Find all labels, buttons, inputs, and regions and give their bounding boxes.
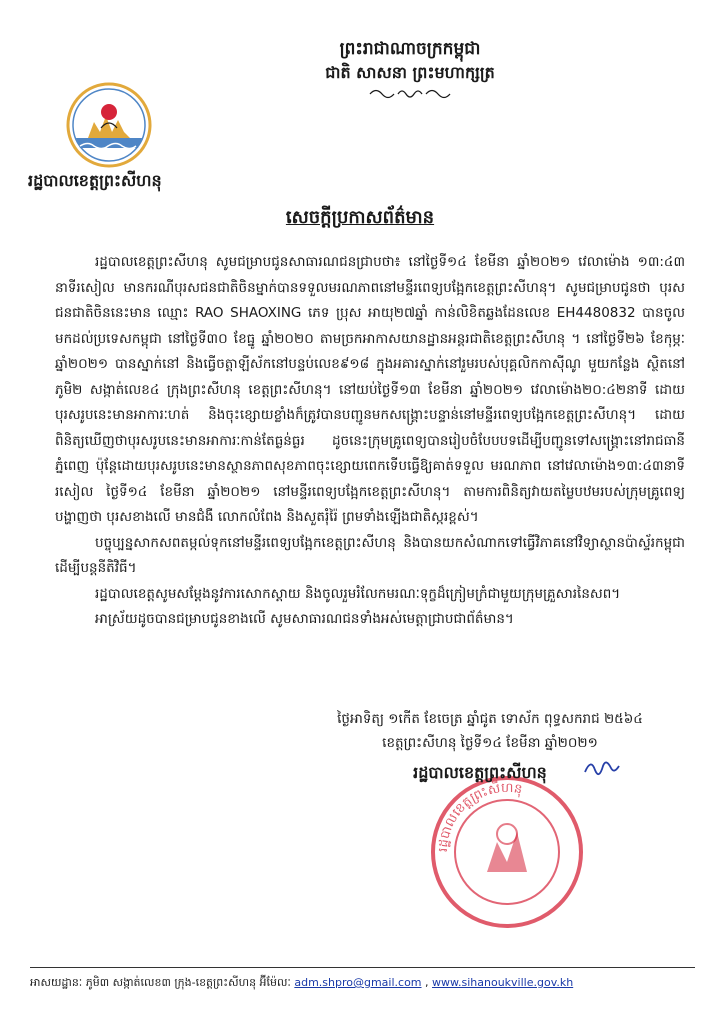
footer-separator: , [425, 976, 429, 989]
body-paragraph-1: រដ្ឋបាលខេត្តព្រះសីហនុ សូមជម្រាបជូនសាធារណជនជ្រាបថា៖ នៅថ្ងៃទី១៤ ខែមីនា ឆ្នាំ២០២១ វេលាម៉ោង ១៣:៤៣ នាទីរសៀល មានករណីបុរសជនជាតិចិនម្នាក់បានទទួលមរណភាពនៅមន្ទីរពេទ្យបង្អែកខេត្តព្រះសីហនុ។ សូមជម្រាបជូនថា បុរសជនជាតិចិននេះមាន ឈ្មោះ RAO SHAOXING ភេទ ប្រុស អាយុ២៧ឆ្នាំ កាន់លិខិតឆ្លងដែនលេខ EH4480832 បានចូលមកដល់ប្រទេសកម្ពុជា នៅថ្ងៃទី៣០ ខែធ្នូ ឆ្នាំ២០២០ តាមច្រកអាកាសយានដ្ឋានអន្តរជាតិខេត្តព្រះសីហនុ ។ នៅថ្ងៃទី២៦ ខែកុម្ភៈ ឆ្នាំ២០២១ បានស្នាក់នៅ និងធ្វើចត្តាឡីស័កនៅបន្ទប់លេខ៩១៨ ក្នុងអគារស្នាក់នៅរួមរបស់បុគ្គលិកកាស៊ីណូ មួយកន្លែង ស្ថិតនៅភូមិ២ សង្កាត់លេខ៤ ក្រុងព្រះសីហនុ ខេត្តព្រះសីហនុ។ នៅយប់ថ្ងៃទី១៣ ខែមីនា ឆ្នាំ២០២១ វេលាម៉ោង២០:៤២នាទី ដោយបុរសរូបនេះមានអាការៈហត់ និងចុះខ្សោយខ្លាំងក៏ត្រូវបានបញ្ជូនមកសង្គ្រោះបន្ទាន់នៅមន្ទីរពេទ្យបង្អែកខេត្តព្រះសីហនុ។ ដោយពិនិត្យឃើញថាបុរសរូបនេះមានអាការៈកាន់តែធ្ងន់ធ្ងរ ដូចនេះក្រុមគ្រូពេទ្យបានរៀបចំបែបបទដើម្បីបញ្ជូនទៅសង្គ្រោះនៅរាជធានីភ្នំពេញ ប៉ុន្តែដោយបុរសរូបនេះមានស្ថានភាពសុខភាពចុះខ្សោយពេកទើបធ្វើឱ្យគាត់ទទួល មរណភាព នៅវេលាម៉ោង១៣:៤៣នាទីរសៀល ថ្ងៃទី១៤ ខែមីនា ឆ្នាំ២០២១ នៅមន្ទីរពេទ្យបង្អែកខេត្តព្រះសីហនុ។ តាមការពិនិត្យវាយតម្លៃបឋមរបស់ក្រុមគ្រូពេទ្យបង្ហាញថា បុរសខាងលើ មានជំងឺ លោកលំពែង និងសួតរុំរ៉ៃ ព្រមទាំងឡើងជាតិស្ករខ្ពស់។ [55, 254, 685, 525]
lunar-date: ថ្ងៃអាទិត្យ ១កើត ខែចេត្រ ឆ្នាំជូត ទោស័ក ពុទ្ធសករាជ ២៥៦៤ [337, 711, 643, 727]
signature-mark [582, 754, 622, 778]
document-body [55, 250, 685, 633]
body-paragraph-2: បច្ចុប្បន្នសាកសពតម្កល់ទុកនៅមន្ទីរពេទ្យបង្អែកខេត្តព្រះសីហនុ និងបានយកសំណាកទៅធ្វើវិភាគនៅវិទ្យាស្ថានប៉ាស្ទ័រកម្ពុជា ដើម្បីបន្តនីតិវិធី។ [55, 534, 685, 576]
solar-date: ខេត្តព្រះសីហនុ ថ្ងៃទី១៤ ខែមីនា ឆ្នាំ២០២១ [382, 735, 598, 751]
issuing-authority: រដ្ឋបាលខេត្តព្រះសីហនុ [28, 171, 162, 190]
body-paragraph-4: អាស្រ័យដូចបានជម្រាបជូនខាងលើ សូមសាធារណជនទាំងអស់មេត្តាជ្រាបជាព័ត៌មាន។ [95, 611, 514, 627]
footer-contact [30, 975, 700, 991]
header-ornament [330, 86, 490, 107]
official-seal [427, 772, 587, 932]
nation-motto: ជាតិ សាសនា ព្រះមហាក្សត្រ [325, 63, 495, 82]
email-link[interactable]: adm.shpro@gmail.com [294, 976, 422, 989]
body-paragraph-3: រដ្ឋបាលខេត្តសូមសម្តែងនូវការសោកស្តាយ និងចូលរួមរំលែកមរណៈទុក្ខដ៏ក្រៀមក្រំជាមួយក្រុមគ្រួសារនៃសព។ [95, 585, 621, 602]
footer-address: អាសយដ្ឋានៈ ភូមិ៣ សង្កាត់លេខ៣ ក្រុង-ខេត្តព្រះសីហនុ អ៊ីម៉ែលៈ [30, 976, 291, 989]
svg-text:រដ្ឋបាលខេត្តព្រះសីហនុ [436, 779, 523, 852]
kingdom-heading: ព្រះរាជាណាចក្រកម្ពុជា [339, 39, 481, 59]
ornament-icon [360, 86, 460, 102]
document-title: សេចក្តីប្រកាសព័ត៌មាន [285, 207, 435, 228]
provincial-emblem-logo [66, 82, 152, 168]
date-block [290, 707, 690, 755]
seal-text: រដ្ឋបាលខេត្តព្រះសីហនុ [435, 780, 524, 853]
footer-divider [30, 967, 695, 968]
signatory-title: រដ្ឋបាលខេត្តព្រះសីហនុ [413, 763, 547, 782]
website-link[interactable]: www.sihanoukville.gov.kh [432, 976, 574, 989]
